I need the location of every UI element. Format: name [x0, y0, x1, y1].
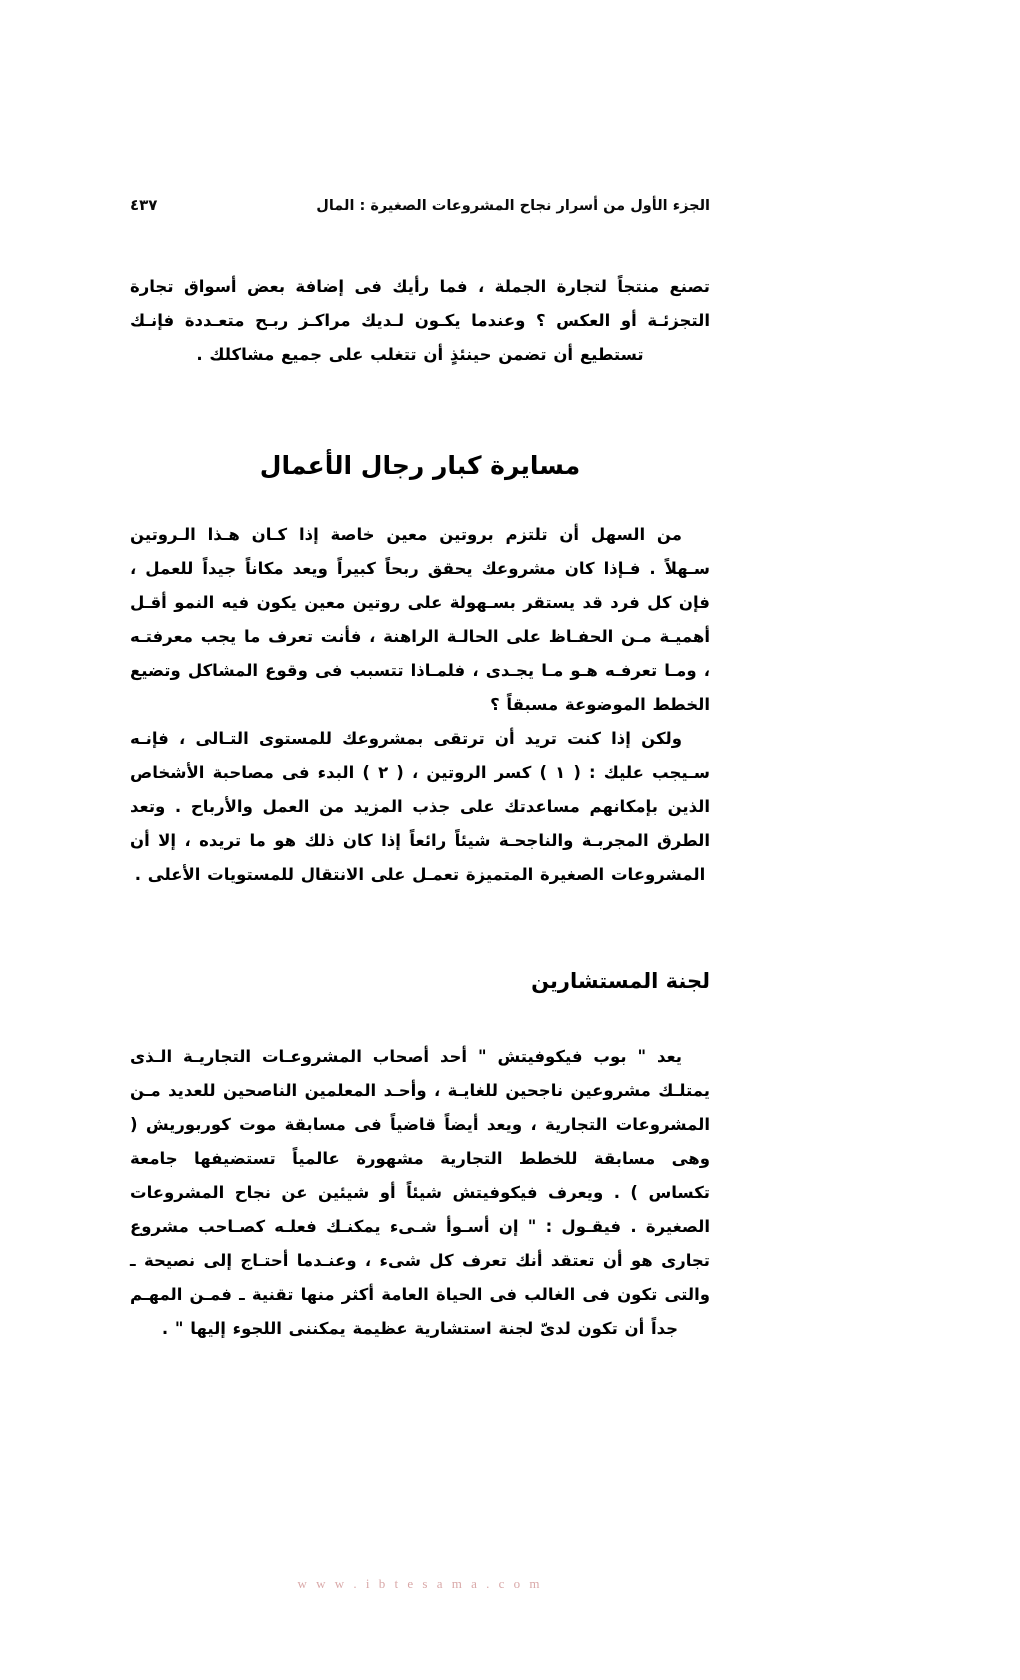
site-watermark: w w w . i b t e s a m a . c o m — [297, 1576, 543, 1591]
section-heading-advisory-committee: لجنة المستشارين — [531, 969, 710, 993]
running-header-title: الجزء الأول من أسرار نجاح المشروعات الصغيرة : المال — [316, 198, 710, 214]
paragraph-routine: من السهل أن تلتزم بروتين معين خاصة إذا كـان هـذا الـروتين سـهلاً . فـإذا كان مشروعك يحقق ربحاً كبيراً ويعد مكاناً جيداً للعمل ، فإن كل فرد قد يستقر بسـهولة على روتين معين يكون فيه النمو أقـل أهميـة مـن الحفـاظ على الحالـة الراهنة ، فأنت تعرف ما يجب معرفتـه ، ومـا تعرفـه هـو مـا يجـدى ، فلمـاذا تتسبب فى وقوع المشاكل وتضيع الخطط الموضوعة مسبقاً ؟ — [130, 525, 710, 714]
paragraph-continuation: تصنع منتجاً لتجارة الجملة ، فما رأيك فى إضافة بعض أسواق تجارة التجزئـة أو العكس ؟ وعندما يكـون لـديك مراكـز ربـح متعـددة فإنـك تستطيع أن تضمن حينئذٍ أن تتغلب على جميع مشاكلك . — [130, 277, 710, 364]
section-heading-business-leaders: مسايرة كبار رجال الأعمال — [259, 451, 581, 480]
page-content-area — [130, 0, 710, 1680]
running-header — [130, 198, 710, 228]
paragraph-vukovich: يعد " بوب فيكوفيتش " أحد أصحاب المشروعـات التجاريـة الـذى يمتلـك مشروعين ناجحين للغايـة ، وأحـد المعلمين الناصحين للعديد مـن المشروعات التجارية ، ويعد أيضاً قاضياً فى مسابقة موت كوربوريش ( وهى مسابقة للخطط التجارية مشهورة عالمياً تستضيفها جامعة تكساس ) . ويعرف فيكوفيتش شيئاً أو شيئين عن نجاح المشروعات الصغيرة . فيقـول : " إن أسـوأ شـىء يمكنـك فعلـه كصـاحب مشروع تجارى هو أن تعتقد أنك تعرف كل شىء ، وعنـدما أحتـاج إلى نصيحة ـ والتى تكون فى الغالب فى الحياة العامة أكثر منها تقنية ـ فمـن المهـم جداً أن تكون لدىّ لجنة استشارية عظيمة يمكننى اللجوء إليها " . — [130, 1047, 710, 1338]
paragraph-next-level: ولكن إذا كنت تريد أن ترتقى بمشروعك للمستوى التـالى ، فإنـه سـيجب عليك : ( ١ ) كسر الروتين ، ( ٢ ) البدء فى مصاحبة الأشخاص الذين بإمكانهم مساعدتك على جذب المزيد من العمل والأرباح . وتعد الطرق المجربـة والناجحـة شيئاً رائعاً إذا كان ذلك هو ما تريده ، إلا أن المشروعات الصغيرة المتميزة تعمـل على الانتقال للمستويات الأعلى . — [130, 729, 710, 884]
page-number: ٤٣٧ — [130, 196, 158, 214]
